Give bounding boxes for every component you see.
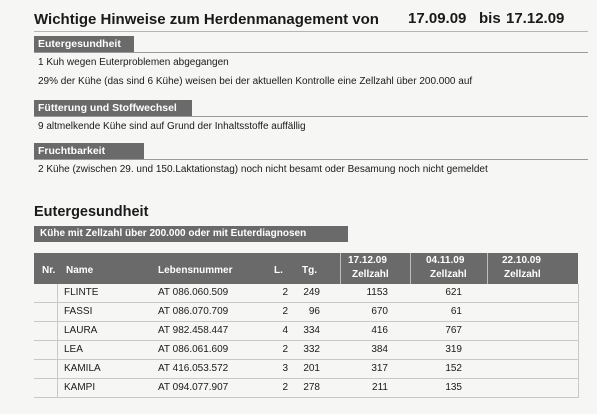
header-separator (487, 253, 488, 284)
cell-zellzahl-2: 621 (445, 287, 462, 298)
section-line: 9 altmelkende Kühe sind auf Grund der Inhaltsstoffe auffällig (38, 121, 306, 132)
report-title (34, 9, 594, 29)
cell-name: KAMILA (64, 363, 101, 374)
col-zellzahl-3: Zellzahl (504, 269, 541, 280)
date-to: 17.12.09 (506, 10, 565, 27)
cell-lebensnummer: AT 094.077.907 (158, 382, 229, 393)
cell-zellzahl-2: 61 (450, 306, 462, 317)
cell-laktation: 2 (282, 382, 288, 393)
cell-tage: 96 (308, 306, 320, 317)
cell-laktation: 2 (282, 287, 288, 298)
cell-zellzahl-1: 211 (372, 382, 388, 393)
date-from: 17.09.09 (408, 10, 467, 27)
table-row (34, 284, 578, 303)
cell-name: LAURA (64, 325, 98, 336)
date-separator: bis (479, 10, 501, 27)
title-divider (34, 31, 588, 32)
section-divider (34, 159, 588, 160)
col-date-1: 17.12.09 (348, 255, 387, 266)
cell-lebensnummer: AT 982.458.447 (158, 325, 229, 336)
detail-heading: Eutergesundheit (34, 204, 149, 220)
table-row (34, 303, 578, 322)
cell-tage: 201 (303, 363, 320, 374)
header-separator (410, 253, 411, 284)
section-heading-fruchtbarkeit: Fruchtbarkeit (34, 143, 144, 159)
col-name: Name (66, 265, 94, 276)
col-tage: Tg. (302, 265, 317, 276)
col-zellzahl-2: Zellzahl (430, 269, 467, 280)
cell-name: FLINTE (64, 287, 99, 298)
section-line: 1 Kuh wegen Euterproblemen abgegangen (38, 57, 229, 68)
cell-name: KAMPI (64, 382, 96, 393)
section-line: 29% der Kühe (das sind 6 Kühe) weisen bei der aktuellen Kontrolle eine Zellzahl über 200.000 auf (38, 76, 473, 87)
cell-zellzahl-2: 152 (445, 363, 462, 374)
cell-lebensnummer: AT 416.053.572 (158, 363, 229, 374)
cell-laktation: 4 (282, 325, 288, 336)
cell-zellzahl-2: 767 (445, 325, 462, 336)
section-divider (34, 52, 588, 53)
cell-name: LEA (64, 344, 83, 355)
cell-zellzahl-2: 135 (445, 382, 462, 393)
col-zellzahl-1: Zellzahl (352, 269, 389, 280)
cell-zellzahl-1: 1153 (366, 287, 388, 298)
section-divider (34, 116, 588, 117)
cell-tage: 278 (303, 382, 320, 393)
col-date-2: 04.11.09 (426, 255, 465, 266)
cell-laktation: 3 (282, 363, 288, 374)
cell-lebensnummer: AT 086.070.709 (158, 306, 229, 317)
cell-name: FASSI (64, 306, 93, 317)
table-row (34, 341, 578, 360)
cell-zellzahl-1: 317 (371, 363, 388, 374)
section-line: 2 Kühe (zwischen 29. und 150.Laktationstag) noch nicht besamt oder Besamung noch nicht gemeldet (38, 164, 488, 175)
col-date-3: 22.10.09 (502, 255, 541, 266)
table-row (34, 379, 578, 398)
table-grid-line (578, 284, 579, 398)
cell-zellzahl-1: 384 (371, 344, 388, 355)
cell-lebensnummer: AT 086.060.509 (158, 287, 229, 298)
cell-laktation: 2 (282, 344, 288, 355)
col-nr: Nr. (42, 265, 56, 276)
section-heading-fuetterung: Fütterung und Stoffwechsel (34, 100, 192, 116)
cell-tage: 249 (303, 287, 320, 298)
cell-tage: 334 (303, 325, 320, 336)
title-text: Wichtige Hinweise zum Herdenmanagement von (34, 11, 379, 28)
cell-laktation: 2 (282, 306, 288, 317)
table-header (34, 253, 578, 284)
cell-lebensnummer: AT 086.061.609 (158, 344, 229, 355)
header-separator (340, 253, 341, 284)
table-row (34, 322, 578, 341)
cell-tage: 332 (303, 344, 320, 355)
table-row (34, 360, 578, 379)
cell-zellzahl-1: 416 (371, 325, 388, 336)
section-heading-eutergesundheit: Eutergesundheit (34, 36, 134, 52)
col-laktation: L. (274, 265, 283, 276)
detail-subheading: Kühe mit Zellzahl über 200.000 oder mit Euterdiagnosen (34, 226, 348, 242)
cell-zellzahl-1: 670 (371, 306, 388, 317)
col-lebensnummer: Lebensnummer (158, 265, 233, 276)
cell-zellzahl-2: 319 (445, 344, 462, 355)
